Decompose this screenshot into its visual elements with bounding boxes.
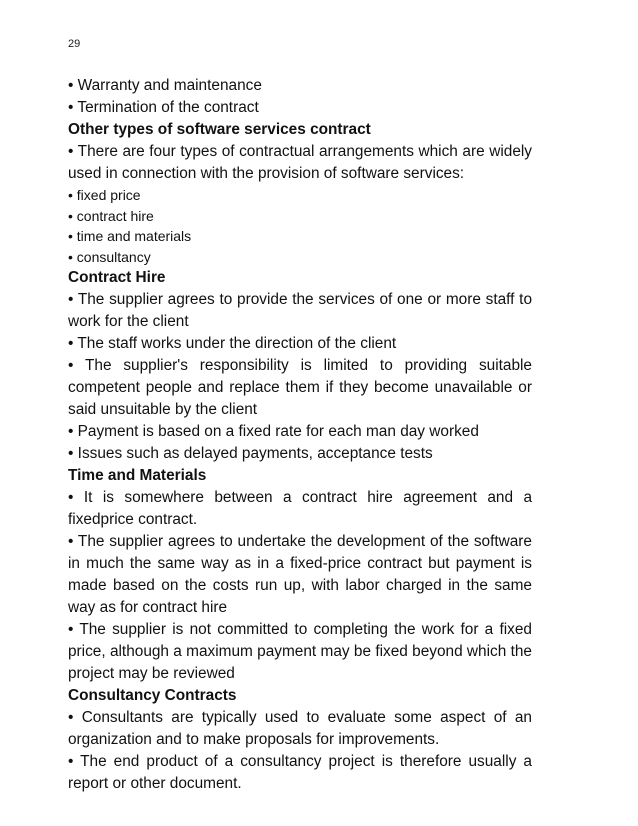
page-number: 29 [68, 38, 81, 50]
heading-other-types: Other types of software services contract [68, 121, 371, 138]
paragraph-staff-direction: • The staff works under the direction of the client [68, 335, 397, 352]
list-item-fixed-price: • fixed price [68, 187, 141, 203]
paragraph-issues: • Issues such as delayed payments, acceptance tests [68, 445, 433, 462]
paragraph-undertake-development: • The supplier agrees to undertake the development of the software in much the same way as in a fixed-price contract but payment is made based on the costs run up, with labor charged in the same way as for contract hire [68, 533, 532, 616]
page-content [68, 75, 532, 795]
heading-time-materials: Time and Materials [68, 467, 207, 484]
heading-consultancy-contracts: Consultancy Contracts [68, 687, 237, 704]
list-item-contract-hire: • contract hire [68, 207, 154, 224]
heading-contract-hire: Contract Hire [68, 269, 166, 286]
list-item-time-materials: • time and materials [68, 228, 192, 244]
paragraph-not-committed: • The supplier is not committed to completing the work for a fixed price, although a maximum payment may be fixed beyond which the project may be reviewed [68, 621, 532, 682]
bullet-warranty: • Warranty and maintenance [68, 77, 262, 94]
paragraph-supplier-agrees-staff: • The supplier agrees to provide the services of one or more staff to work for the client [68, 291, 532, 330]
paragraph-end-product: • The end product of a consultancy project is therefore usually a report or other document. [68, 753, 532, 792]
paragraph-four-types: • There are four types of contractual arrangements which are widely used in connection with the provision of software services: [68, 143, 532, 182]
bullet-termination: • Termination of the contract [68, 99, 259, 116]
paragraph-somewhere-between: • It is somewhere between a contract hire agreement and a fixedprice contract. [68, 489, 532, 528]
paragraph-consultants-evaluate: • Consultants are typically used to evaluate some aspect of an organization and to make proposals for improvements. [68, 709, 532, 748]
paragraph-payment-rate: • Payment is based on a fixed rate for each man day worked [68, 423, 479, 440]
list-item-consultancy: • consultancy [68, 248, 151, 265]
paragraph-supplier-responsibility: • The supplier's responsibility is limited to providing suitable competent people and replace them if they become unavailable or said unsuitable by the client [68, 357, 532, 418]
